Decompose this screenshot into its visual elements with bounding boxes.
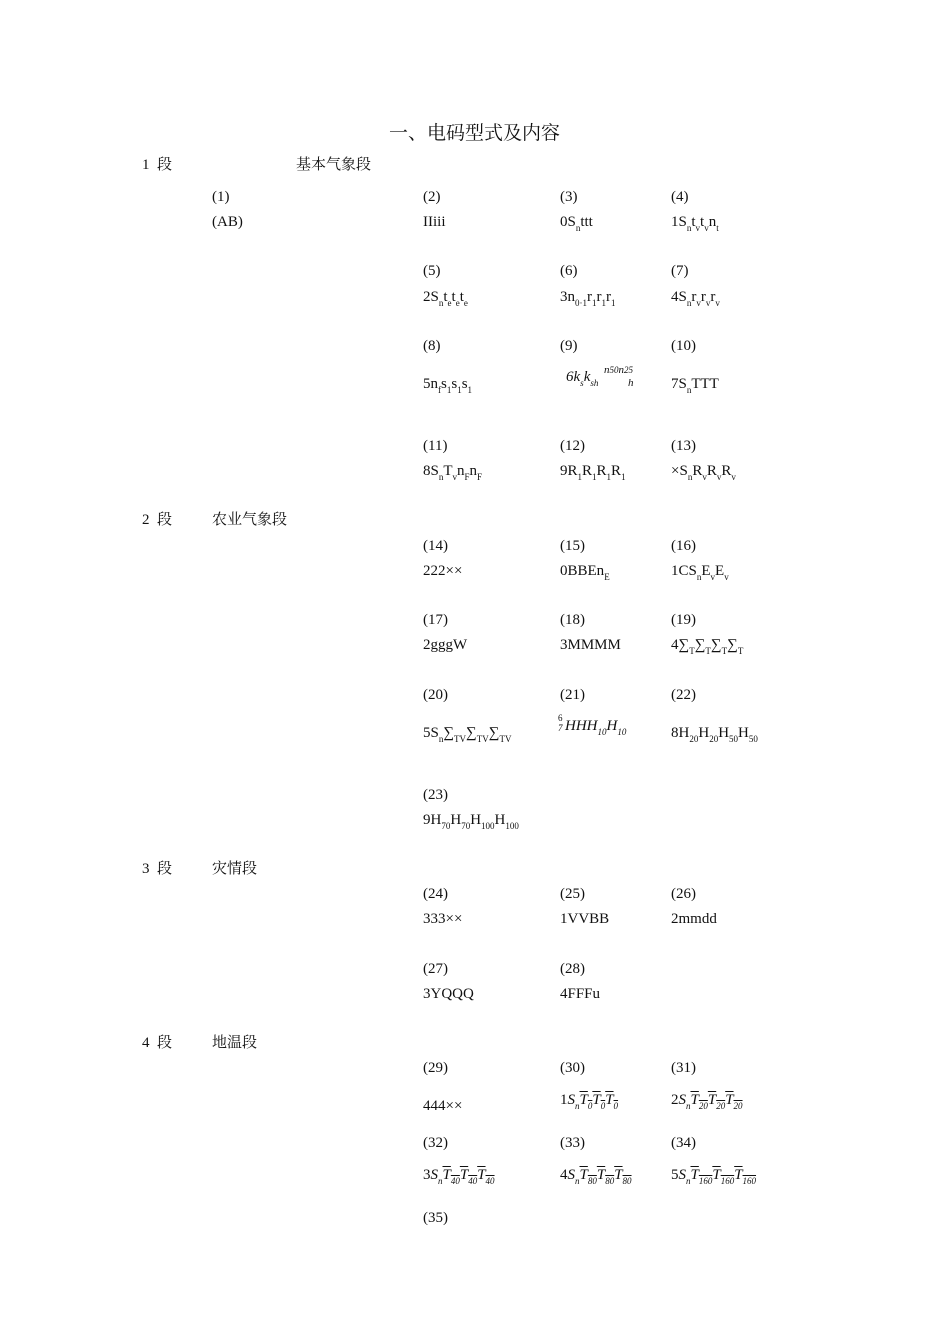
code-14: 222××	[423, 563, 463, 579]
group-label-33: (33)	[560, 1135, 585, 1151]
group-label-12: (12)	[560, 438, 585, 454]
group-label-20: (20)	[423, 687, 448, 703]
group-label-31: (31)	[671, 1060, 696, 1076]
group-label-26: (26)	[671, 886, 696, 902]
code-21: $HHH_{10}H_{10}$	[565, 718, 627, 737]
group-label-3: (3)	[560, 189, 578, 205]
group-label-16: (16)	[671, 538, 696, 554]
code-20: $5S_n\sum_{TV}\sum_{TV}\sum_{TV}$	[423, 725, 512, 744]
group-label-2: (2)	[423, 189, 441, 205]
group-label-1: (1)	[212, 189, 230, 205]
group-label-6: (6)	[560, 263, 578, 279]
code-29: 444××	[423, 1098, 463, 1114]
code-4: $1S_nt_vt_vn_t$	[671, 214, 719, 233]
group-label-32: (32)	[423, 1135, 448, 1151]
code-12: $9R_1R_1R_1R_1$	[560, 463, 626, 482]
code-22: $8H_{20}H_{20}H_{50}H_{50}$	[671, 725, 758, 744]
group-label-18: (18)	[560, 612, 585, 628]
section-3-heading: 3 段	[142, 861, 173, 877]
group-label-10: (10)	[671, 338, 696, 354]
group-label-25: (25)	[560, 886, 585, 902]
section-1-name: 基本气象段	[296, 157, 372, 173]
code-13: $\times S_nR_vR_vR_v$	[671, 463, 736, 482]
code-2: IIiii	[423, 214, 446, 230]
code-11: $8S_nT_vn_Fn_F$	[423, 463, 483, 482]
code-1: (AB)	[212, 214, 243, 230]
code-9: $6k_sk_{sh}$	[566, 369, 599, 388]
code-16: $1CS_nE_vE_v$	[671, 563, 729, 582]
code-26: 2mmdd	[671, 911, 717, 927]
group-label-34: (34)	[671, 1135, 696, 1151]
code-9-h: h	[628, 377, 634, 389]
group-label-23: (23)	[423, 787, 448, 803]
code-30: $1S_nT_0T_0T_0$	[560, 1092, 619, 1111]
code-9-superscript: n50n25	[604, 364, 633, 376]
code-3: $0S_nttt$	[560, 214, 593, 233]
section-2-heading: 2 段	[142, 512, 173, 528]
code-31: $2S_nT_{20}T_{20}T_{20}$	[671, 1092, 743, 1111]
section-1-heading: 1 段	[142, 157, 173, 173]
group-label-35: (35)	[423, 1210, 448, 1226]
group-label-7: (7)	[671, 263, 689, 279]
code-33: $4S_nT_{80}T_{80}T_{80}$	[560, 1167, 632, 1186]
code-18: 3MMMM	[560, 637, 621, 653]
group-label-13: (13)	[671, 438, 696, 454]
code-6: $3n_{0\cdot 1}r_1r_1r_1$	[560, 289, 616, 308]
group-label-29: (29)	[423, 1060, 448, 1076]
code-19: $4\sum_T\sum_T\sum_T\sum_T$	[671, 637, 744, 656]
code-10: $7S_nTTT$	[671, 376, 719, 395]
code-24: 333××	[423, 911, 463, 927]
code-34: $5S_nT_{160}T_{160}T_{160}$	[671, 1167, 757, 1186]
page-title: 一、电码型式及内容	[389, 123, 561, 144]
code-21-prefix: 6 7	[558, 713, 563, 733]
group-label-19: (19)	[671, 612, 696, 628]
code-8: $5n_fs_1s_1s_1$	[423, 376, 473, 395]
section-2-name: 农业气象段	[212, 512, 288, 528]
code-23: $9H_{70}H_{70}H_{100}H_{100}$	[423, 812, 519, 831]
code-28: 4FFFu	[560, 986, 601, 1002]
group-label-5: (5)	[423, 263, 441, 279]
group-label-30: (30)	[560, 1060, 585, 1076]
code-5: $2S_nt_et_et_e$	[423, 289, 468, 308]
code-15: 0BBEn$_E$	[560, 563, 610, 582]
group-label-27: (27)	[423, 961, 448, 977]
group-label-11: (11)	[423, 438, 448, 454]
group-label-15: (15)	[560, 538, 585, 554]
group-label-8: (8)	[423, 338, 441, 354]
section-4-heading: 4 段	[142, 1035, 173, 1051]
group-label-17: (17)	[423, 612, 448, 628]
group-label-28: (28)	[560, 961, 585, 977]
code-25: 1VVBB	[560, 911, 610, 927]
section-3-name: 灾情段	[212, 861, 258, 877]
group-label-9: (9)	[560, 338, 578, 354]
group-label-4: (4)	[671, 189, 689, 205]
code-32: $3S_nT_{40}T_{40}T_{40}$	[423, 1167, 495, 1186]
group-label-22: (22)	[671, 687, 696, 703]
group-label-24: (24)	[423, 886, 448, 902]
code-7: $4S_nr_vr_vr_v$	[671, 289, 720, 308]
code-27: 3YQQQ	[423, 986, 474, 1002]
group-label-14: (14)	[423, 538, 448, 554]
group-label-21: (21)	[560, 687, 585, 703]
section-4-name: 地温段	[212, 1035, 258, 1051]
code-17: 2gggW	[423, 637, 468, 653]
